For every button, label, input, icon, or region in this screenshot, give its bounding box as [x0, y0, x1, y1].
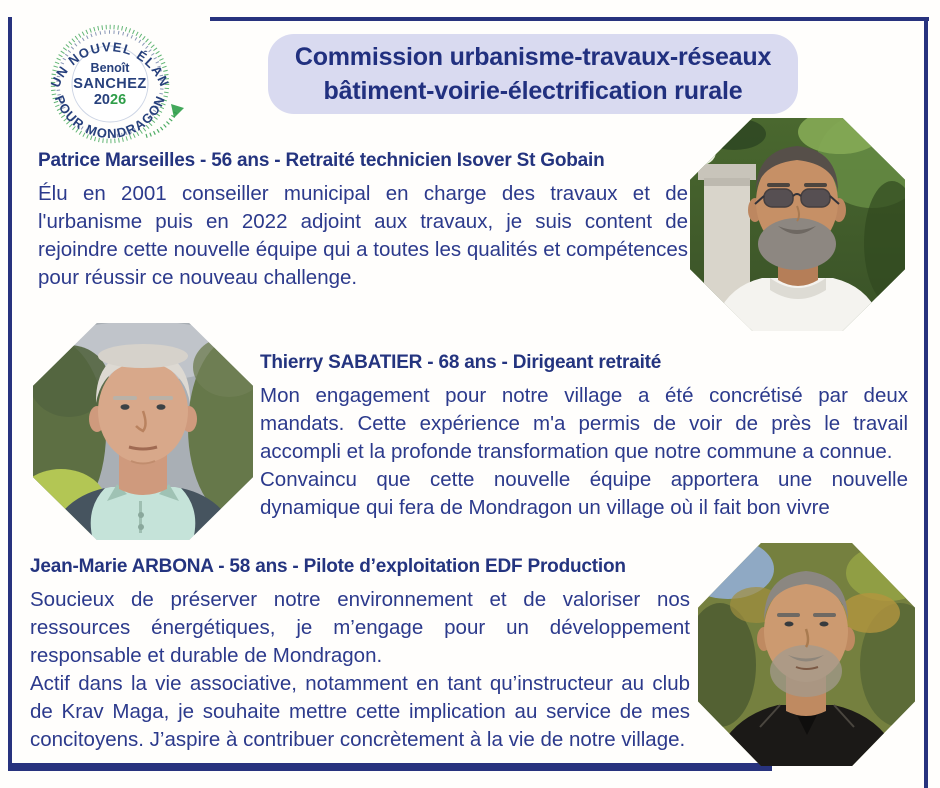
bio-header: Patrice Marseilles - 56 ans - Retraité technicien Isover St Gobain	[38, 150, 605, 171]
portrait-patrice-marseilles	[690, 118, 905, 331]
logo-candidate-last-name: SANCHEZ	[73, 76, 147, 92]
logo-arc-top-text: UN NOUVEL ÉLAN	[47, 39, 173, 90]
logo-year: 2026	[93, 92, 127, 108]
bio-paragraph: Actif dans la vie associative, notamment en tant qu’instructeur au club de Krav Maga, je souhaite mettre cette implication au service de mes concitoyens. J’aspire à contribuer concrètement à la vie de notre village.	[30, 672, 690, 751]
commission-title-line1: Commission urbanisme-travaux-réseaux	[294, 43, 772, 71]
bio-paragraph: Soucieux de préserver notre environnement et de valoriser nos ressources énergétiques, je m’engage pour un développement responsable et durable de Mondragon.	[30, 588, 690, 667]
bio-paragraph: Convaincu que cette nouvelle équipe apportera une nouvelle dynamique qui fera de Mondragon un village où il fait bon vivre	[260, 468, 908, 519]
bio-paragraph: Élu en 2001 conseiller municipal en charge des travaux et de l'urbanisme puis en 2022 adjoint aux travaux, je suis content de rejoindre cette nouvelle équipe qui a toutes les qualités et compétences pour réussir ce nouveau challenge.	[38, 182, 688, 289]
frame-right-line	[924, 17, 928, 788]
frame-top-line	[210, 17, 929, 21]
frame-bottom-bar	[8, 763, 772, 771]
logo-candidate-first-name: Benoît	[90, 61, 130, 75]
commission-title-line2: bâtiment-voirie-électrification rurale	[323, 77, 743, 105]
portrait-thierry-sabatier	[33, 323, 253, 540]
bio-paragraph: Mon engagement pour notre village a été concrétisé par deux mandats. Cette expérience m'a permis de voir de près le travail accompli et la profonde transformation que notre commune a connue.	[260, 384, 908, 463]
campaign-logo	[30, 16, 190, 156]
commission-title-banner	[268, 34, 798, 114]
portrait-jean-marie-arbona	[698, 543, 915, 766]
bio-header: Jean-Marie ARBONA - 58 ans - Pilote d’exploitation EDF Production	[30, 556, 626, 577]
frame-left-line	[8, 17, 12, 770]
bio-patrice-marseilles	[38, 150, 688, 292]
bio-jean-marie-arbona	[30, 556, 690, 754]
logo-arc-bottom-text: POUR MONDRAGON	[51, 93, 169, 142]
bio-thierry-sabatier	[260, 352, 908, 522]
bio-header: Thierry SABATIER - 68 ans - Dirigeant retraité	[260, 352, 662, 373]
